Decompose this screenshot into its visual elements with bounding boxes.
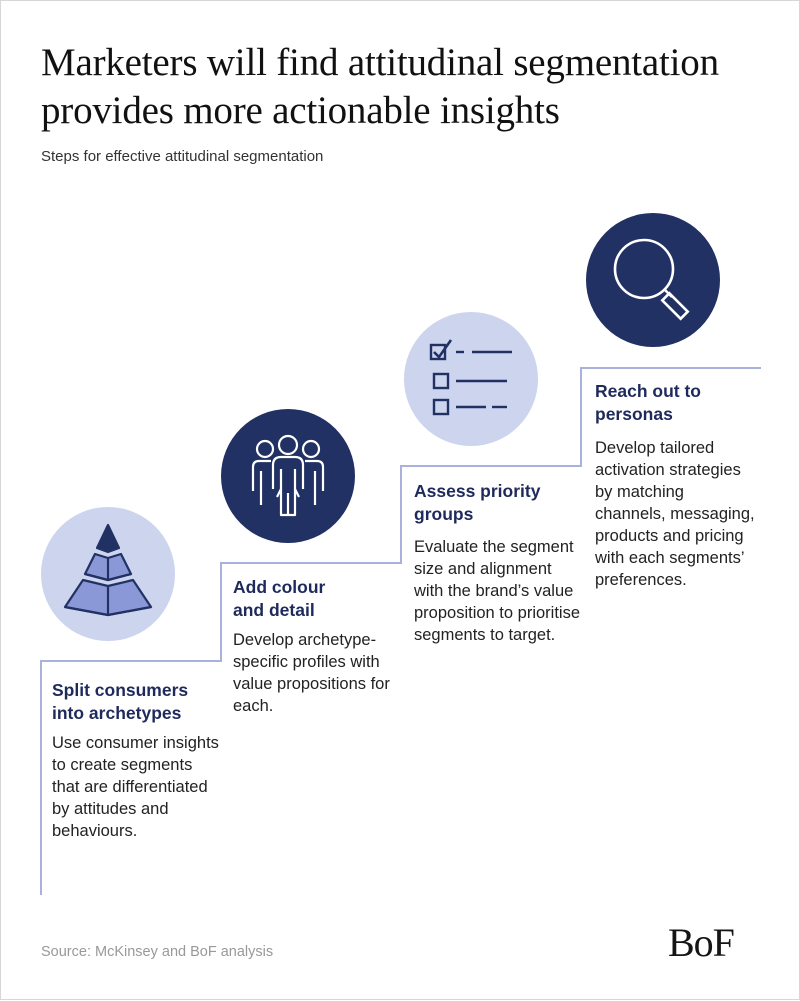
step-3-body: Evaluate the segment size and alignment with the brand’s value proposition to prioritise segments to target. bbox=[414, 538, 580, 644]
pyramid-icon bbox=[41, 507, 175, 641]
step-4-icon-circle bbox=[586, 213, 720, 347]
people-group-icon bbox=[221, 409, 355, 543]
page-subtitle: Steps for effective attitudinal segmentation bbox=[41, 148, 324, 165]
step-2-title: Add colour and detail bbox=[233, 577, 326, 620]
step-1-title: Split consumers into archetypes bbox=[52, 680, 189, 723]
checklist-icon bbox=[404, 312, 538, 446]
magnifier-icon bbox=[586, 213, 720, 347]
step-1-icon-circle bbox=[41, 507, 175, 641]
step-4-title: Reach out to personas bbox=[595, 381, 701, 424]
source-note: Source: McKinsey and BoF analysis bbox=[41, 944, 274, 960]
bof-logo: BoF bbox=[668, 920, 734, 965]
step-4-body: Develop tailored activation strategies by matching channels, messaging, products and pricing with each segments’ preferences. bbox=[595, 439, 755, 589]
step-3-icon-circle bbox=[404, 312, 538, 446]
step-3-title: Assess priority groups bbox=[414, 481, 541, 524]
step-1-body: Use consumer insights to create segments that are differentiated by attitudes and behaviours. bbox=[52, 734, 219, 840]
page-title: Marketers will find attitudinal segmentation provides more actionable insights bbox=[41, 41, 719, 132]
step-2-icon-circle bbox=[221, 409, 355, 543]
step-2-body: Develop archetype-specific profiles with value propositions for each. bbox=[233, 631, 390, 715]
